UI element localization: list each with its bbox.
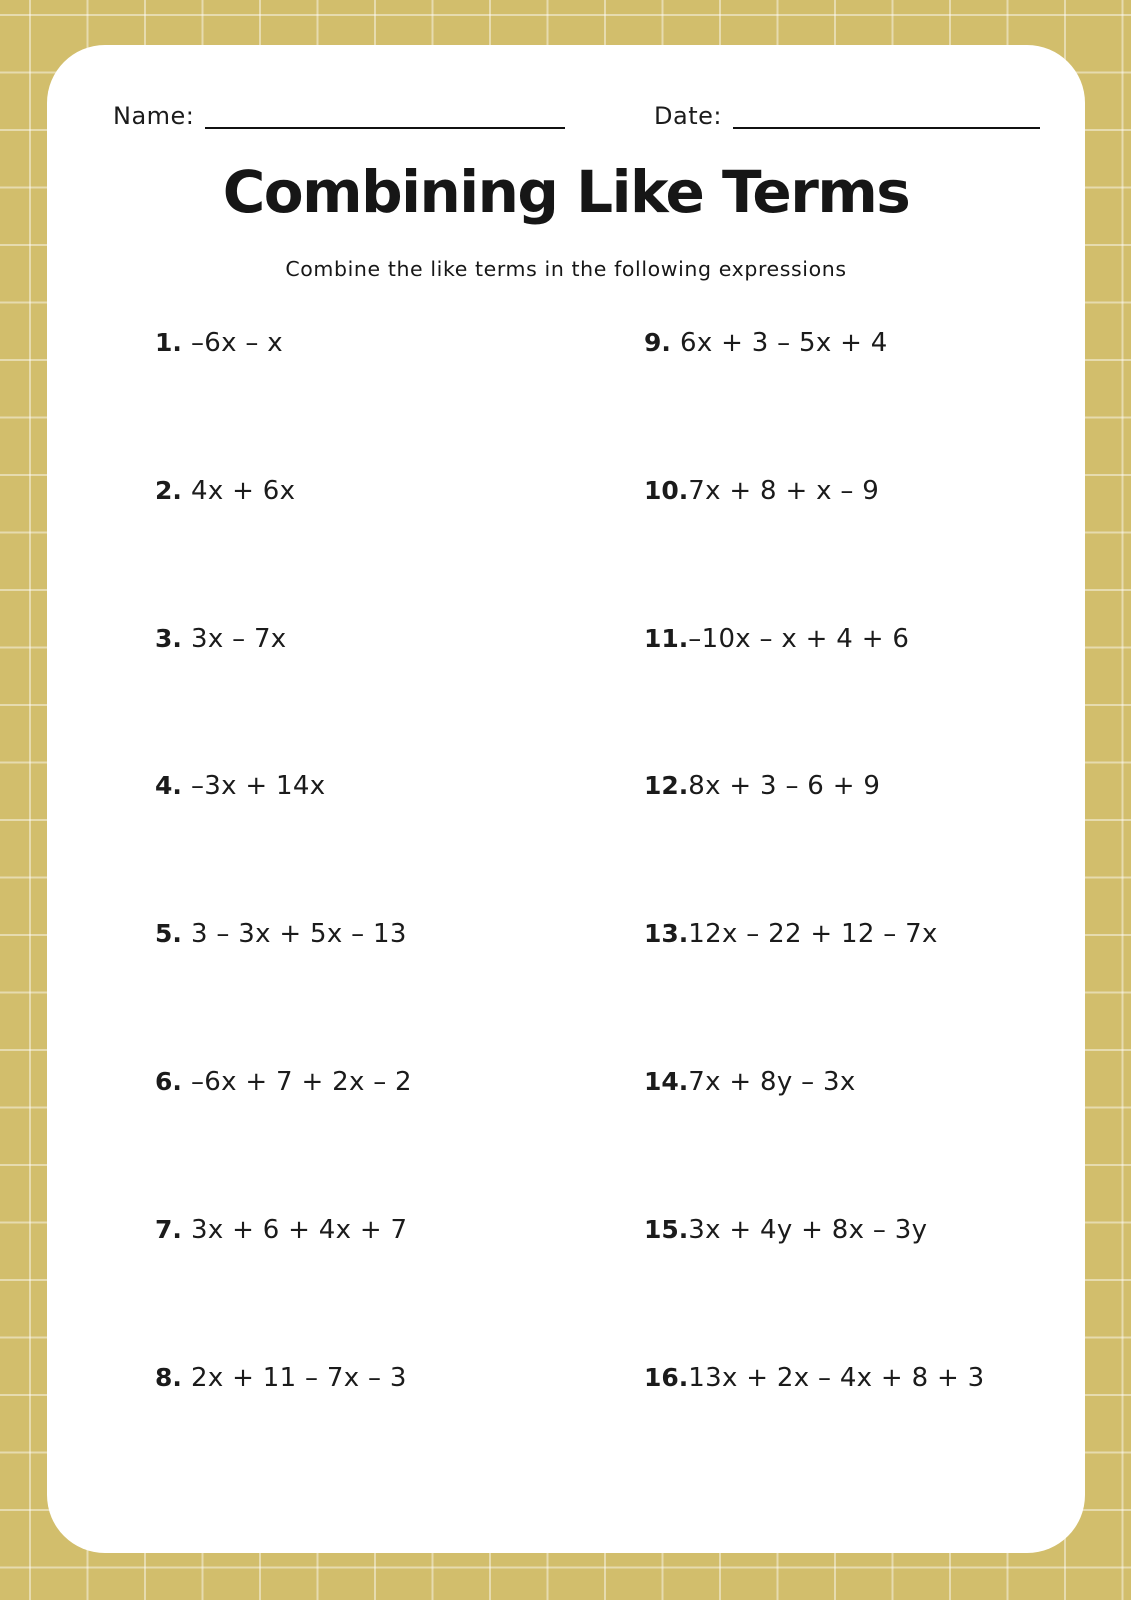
problem-number: 11. bbox=[644, 623, 689, 653]
problem-item-13 bbox=[644, 918, 1065, 1066]
problem-expression: 2x + 11 – 7x – 3 bbox=[191, 1362, 407, 1393]
date-field bbox=[654, 101, 1040, 132]
problem-number: 2. bbox=[155, 475, 182, 505]
problem-expression: 6x + 3 – 5x + 4 bbox=[680, 328, 888, 358]
problem-number: 6. bbox=[155, 1066, 182, 1096]
problem-item-8 bbox=[155, 1362, 644, 1510]
problem-number: 5. bbox=[155, 919, 182, 949]
problem-expression: 3x + 6 + 4x + 7 bbox=[191, 1214, 408, 1245]
problem-item-5 bbox=[155, 918, 644, 1066]
name-blank-line bbox=[205, 103, 565, 129]
problem-expression: –6x – x bbox=[191, 328, 283, 358]
problem-expression: 4x + 6x bbox=[191, 475, 296, 506]
worksheet-card bbox=[47, 45, 1085, 1553]
problem-expression: 3 – 3x + 5x – 13 bbox=[191, 919, 407, 950]
problem-number: 9. bbox=[644, 328, 671, 357]
problem-expression: 13x + 2x – 4x + 8 + 3 bbox=[688, 1362, 985, 1393]
problem-expression: 7x + 8y – 3x bbox=[688, 1066, 856, 1097]
problem-item-4 bbox=[155, 770, 644, 918]
problem-number: 10. bbox=[644, 475, 689, 505]
header-row bbox=[47, 101, 1085, 141]
problem-item-15 bbox=[644, 1214, 1065, 1362]
problem-number: 3. bbox=[155, 623, 182, 653]
date-label: Date: bbox=[654, 102, 722, 130]
problem-item-9 bbox=[644, 327, 1065, 475]
problem-item-1 bbox=[155, 327, 644, 475]
worksheet-title: Combining Like Terms bbox=[222, 158, 910, 226]
problem-item-11 bbox=[644, 623, 1065, 771]
problem-expression: 7x + 8 + x – 9 bbox=[688, 475, 880, 506]
problems-grid bbox=[155, 327, 1065, 1509]
date-blank-line bbox=[733, 103, 1040, 129]
problem-item-16 bbox=[644, 1362, 1065, 1510]
problem-number: 14. bbox=[644, 1066, 689, 1096]
problem-expression: –10x – x + 4 + 6 bbox=[688, 623, 910, 654]
problem-item-10 bbox=[644, 475, 1065, 623]
problem-number: 7. bbox=[155, 1214, 182, 1244]
problem-item-12 bbox=[644, 770, 1065, 918]
problem-number: 8. bbox=[155, 1362, 182, 1392]
problem-item-2 bbox=[155, 475, 644, 623]
problem-number: 16. bbox=[644, 1362, 689, 1392]
problem-expression: 12x – 22 + 12 – 7x bbox=[688, 919, 938, 950]
problem-expression: 3x – 7x bbox=[191, 623, 287, 654]
name-label: Name: bbox=[113, 102, 195, 130]
problem-number: 15. bbox=[644, 1214, 689, 1244]
problem-expression: 8x + 3 – 6 + 9 bbox=[688, 771, 881, 802]
problem-item-7 bbox=[155, 1214, 644, 1362]
problem-number: 1. bbox=[155, 328, 182, 357]
problem-expression: –6x + 7 + 2x – 2 bbox=[191, 1066, 412, 1097]
problem-number: 4. bbox=[155, 771, 182, 801]
problem-expression: 3x + 4y + 8x – 3y bbox=[688, 1214, 928, 1245]
name-field bbox=[113, 101, 565, 132]
problem-number: 12. bbox=[644, 771, 689, 801]
problem-item-3 bbox=[155, 623, 644, 771]
problem-number: 13. bbox=[644, 919, 689, 949]
problem-item-6 bbox=[155, 1066, 644, 1214]
worksheet-subtitle: Combine the like terms in the following expressions bbox=[285, 257, 847, 281]
problem-expression: –3x + 14x bbox=[191, 771, 326, 802]
problem-item-14 bbox=[644, 1066, 1065, 1214]
